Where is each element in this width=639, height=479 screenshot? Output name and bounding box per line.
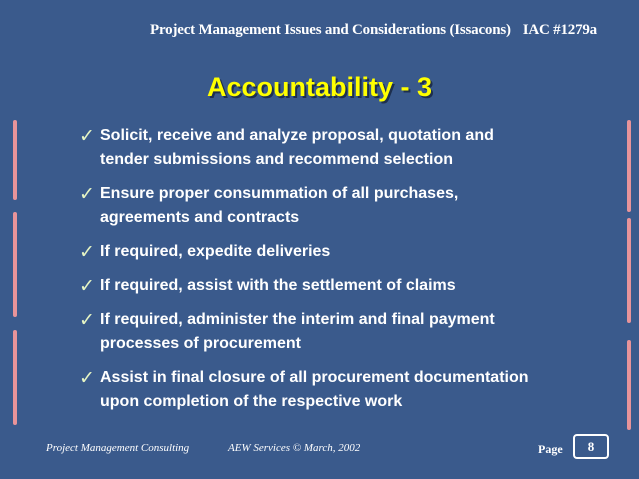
- check-mark-icon: ✓: [79, 309, 95, 331]
- bullet-line: If required, expedite deliveries: [100, 243, 331, 260]
- page-number-box: [573, 434, 609, 459]
- bullet-text: [100, 124, 494, 172]
- bullet-line: agreements and contracts: [100, 209, 300, 226]
- slide-title: Accountability - 3: [206, 72, 433, 102]
- check-mark-icon: ✓: [79, 367, 95, 389]
- check-mark-icon: ✓: [79, 241, 95, 263]
- footer-credit: AEW Services © March, 2002: [228, 442, 361, 454]
- header-code: IAC #1279a: [522, 22, 597, 38]
- page-number: 8: [587, 438, 595, 454]
- bullet-item: [79, 240, 599, 264]
- bullet-list: [79, 124, 599, 424]
- bullet-text: [100, 240, 330, 264]
- right-accent-bar: [627, 218, 631, 323]
- bullet-item: [79, 366, 599, 414]
- bullet-line: tender submissions and recommend selection: [100, 151, 453, 168]
- header-subject: Project Management Issues and Considerations (Issacons): [150, 22, 511, 38]
- bullet-line: If required, administer the interim and final payment: [100, 311, 495, 328]
- slide-header: [150, 22, 597, 39]
- check-mark-icon: ✓: [79, 125, 95, 147]
- footer-company: Project Management Consulting: [46, 442, 190, 454]
- bullet-line: Assist in final closure of all procurement documentation: [100, 369, 529, 386]
- bullet-text: [100, 274, 456, 298]
- bullet-text: [100, 182, 458, 230]
- check-mark-icon: ✓: [79, 275, 95, 297]
- left-accent-bar: [13, 212, 17, 317]
- bullet-item: [79, 124, 599, 172]
- bullet-line: Ensure proper consummation of all purchases,: [100, 185, 459, 202]
- bullet-item: [79, 274, 599, 298]
- right-accent-bar: [627, 120, 631, 212]
- bullet-line: processes of procurement: [100, 335, 301, 352]
- bullet-line: upon completion of the respective work: [100, 393, 403, 410]
- bullet-line: If required, assist with the settlement of claims: [100, 277, 456, 294]
- page-label: Page: [538, 442, 563, 456]
- bullet-item: [79, 182, 599, 230]
- check-mark-icon: ✓: [79, 183, 95, 205]
- bullet-line: Solicit, receive and analyze proposal, quotation and: [100, 127, 494, 144]
- bullet-item: [79, 308, 599, 356]
- right-accent-bar: [627, 340, 631, 430]
- left-accent-bar: [13, 120, 17, 200]
- bullet-text: [100, 366, 529, 414]
- left-accent-bar: [13, 330, 17, 425]
- bullet-text: [100, 308, 495, 356]
